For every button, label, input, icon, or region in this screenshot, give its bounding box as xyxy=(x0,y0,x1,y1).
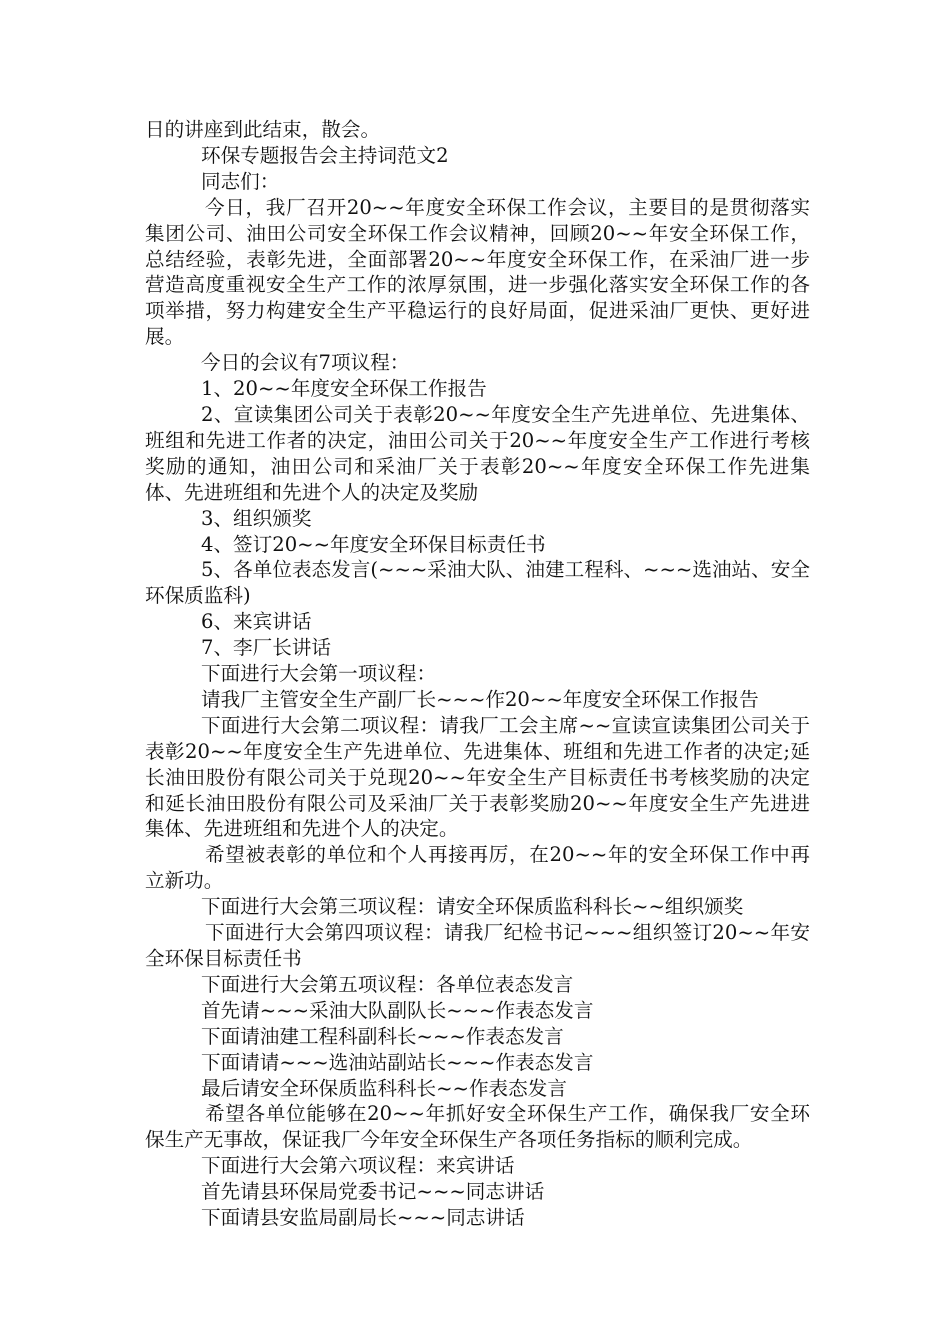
paragraph: 同志们： xyxy=(201,169,280,193)
paragraph: 7、李厂长讲话 xyxy=(201,636,332,660)
paragraph: 下面进行大会第五项议程：各单位表态发言 xyxy=(201,972,574,996)
paragraph: 下面请油建工程科副科长~~~作表态发言 xyxy=(201,1024,564,1048)
paragraph: 6、来宾讲话 xyxy=(201,610,312,634)
paragraph: 最后请安全环保质监科科长~~作表态发言 xyxy=(201,1076,567,1100)
paragraph: 1、20~~年度安全环保工作报告 xyxy=(201,377,487,401)
paragraph: 下面进行大会第一项议程： xyxy=(201,662,437,686)
paragraph: 环保专题报告会主持词范文2 xyxy=(201,143,449,167)
paragraph: 希望各单位能够在20~~年抓好安全环保生产工作，确保我厂安全环保生产无事故，保证我厂今年安全环保生产各项任务指标的顺利完成。 xyxy=(145,1102,810,1152)
paragraph: 下面进行大会第三项议程：请安全环保质监科科长~~组织颁奖 xyxy=(201,895,744,919)
paragraph: 今日的会议有7项议程： xyxy=(201,351,410,375)
paragraph: 首先请~~~采油大队副队长~~~作表态发言 xyxy=(201,998,594,1022)
paragraph: 首先请县环保局党委书记~~~同志讲话 xyxy=(201,1180,545,1204)
paragraph: 下面请县安监局副局长~~~同志讲话 xyxy=(201,1206,525,1230)
paragraph: 5、各单位表态发言(~~~采油大队、油建工程科、~~~选油站、安全环保质监科) xyxy=(145,558,810,608)
paragraph: 下面请请~~~选油站副站长~~~作表态发言 xyxy=(201,1050,594,1074)
paragraph: 希望被表彰的单位和个人再接再厉，在20~~年的安全环保工作中再立新功。 xyxy=(145,843,810,893)
paragraph: 请我厂主管安全生产副厂长~~~作20~~年度安全环保工作报告 xyxy=(201,687,759,711)
paragraph: 今日，我厂召开20~~年度安全环保工作会议，主要目的是贯彻落实集团公司、油田公司安全环保工作会议精神，回顾20~~年安全环保工作，总结经验，表彰先进，全面部署20~~年度安全环保工作，在采油厂进一步营造高度重视安全生产工作的浓厚氛围，进一步强化落实安全环保工作的各项举措，努力构建安全生产平稳运行的良好局面，促进采油厂更快、更好进展。 xyxy=(145,195,810,349)
paragraph: 下面进行大会第六项议程：来宾讲话 xyxy=(201,1154,515,1178)
paragraph: 下面进行大会第四项议程：请我厂纪检书记~~~组织签订20~~年安全环保目标责任书 xyxy=(145,921,810,970)
paragraph: 3、组织颁奖 xyxy=(201,506,312,530)
paragraph: 下面进行大会第二项议程：请我厂工会主席~~宣读宣读集团公司关于表彰20~~年度安全生产先进单位、先进集体、班组和先进工作者的决定;延长油田股份有限公司关于兑现20~~年安全生产目标责任书考核奖励的决定和延长油田股份有限公司及采油厂关于表彰奖励20~~年度安全生产先进进集体、先进班组和先进个人的决定。 xyxy=(145,713,810,841)
paragraph: 日的讲座到此结束，散会。 xyxy=(145,118,381,141)
document-body xyxy=(145,117,810,1231)
paragraph: 2、宣读集团公司关于表彰20~~年度安全生产先进单位、先进集体、班组和先进工作者的决定，油田公司关于20~~年度安全生产工作进行考核奖励的通知，油田公司和采油厂关于表彰20~~年度安全环保工作先进集体、先进班组和先进个人的决定及奖励 xyxy=(145,402,810,504)
paragraph: 4、签订20~~年度安全环保目标责任书 xyxy=(201,532,546,556)
